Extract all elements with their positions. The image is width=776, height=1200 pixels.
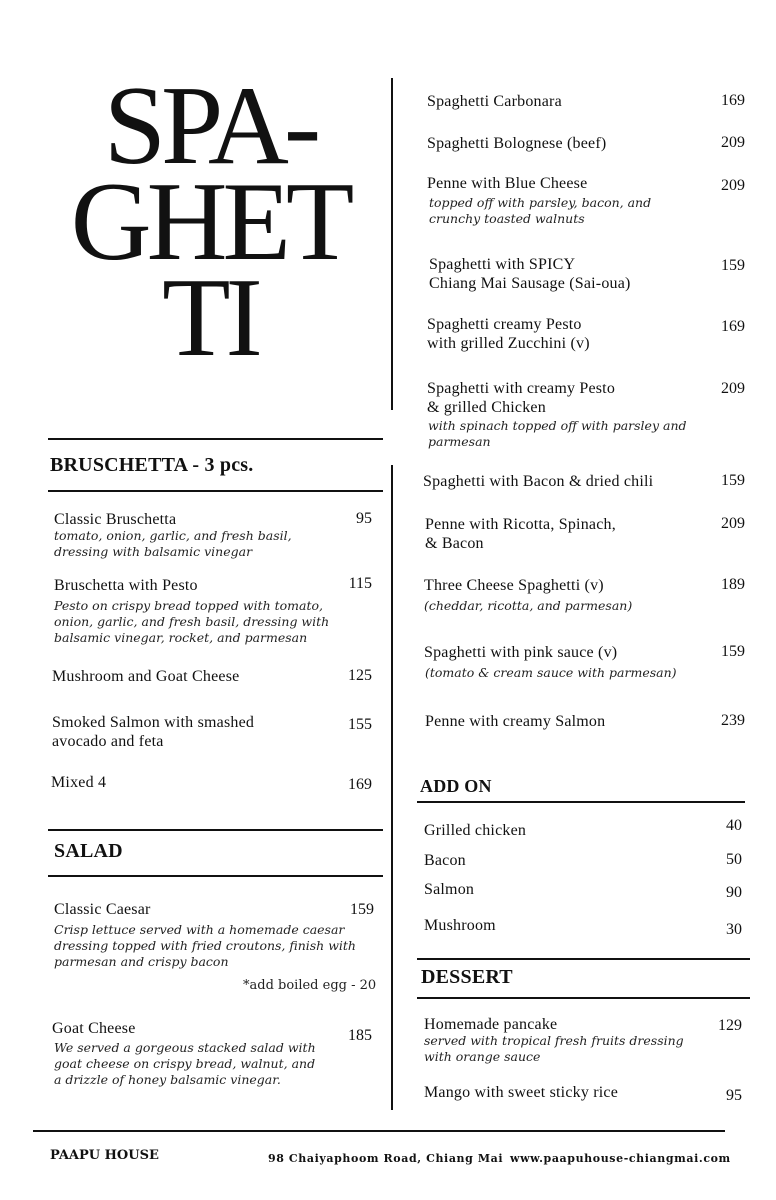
spaghetti-item-name: Spaghetti with pink sauce (v) bbox=[424, 644, 618, 661]
dessert-item-price: 129 bbox=[718, 1017, 742, 1034]
addon-item-name: Mushroom bbox=[424, 917, 496, 934]
salad-item-price: 159 bbox=[350, 901, 374, 918]
footer-website-link[interactable]: www.paapuhouse-chiangmai.com bbox=[510, 1152, 731, 1165]
bruschetta-item-price: 155 bbox=[348, 716, 372, 733]
spaghetti-item-name: Penne with Blue Cheese bbox=[427, 175, 588, 192]
spaghetti-item-name: Three Cheese Spaghetti (v) bbox=[424, 577, 604, 594]
dessert-item-name: Homemade pancake bbox=[424, 1016, 558, 1033]
salad-item-price: 185 bbox=[348, 1027, 372, 1044]
column-divider-lower bbox=[391, 465, 393, 1110]
spaghetti-item-price: 189 bbox=[721, 576, 745, 593]
spaghetti-item-desc: (cheddar, ricotta, and parmesan) bbox=[424, 598, 633, 613]
spaghetti-item-name: Spaghetti with Bacon & dried chili bbox=[423, 473, 654, 490]
dessert-bottom-rule bbox=[417, 997, 750, 999]
salad-item-desc: Crisp lettuce served with a homemade caesar dressing topped with fried croutons, finish with parmesan and crispy bacon bbox=[54, 922, 356, 969]
salad-heading: SALAD bbox=[54, 840, 123, 862]
addon-item-price: 90 bbox=[726, 884, 742, 901]
title-line-3: TI bbox=[162, 256, 258, 380]
salad-top-rule bbox=[48, 829, 383, 831]
title-line-1: SPA- bbox=[103, 64, 317, 188]
bruschetta-item-price: 125 bbox=[348, 667, 372, 684]
dessert-item-price: 95 bbox=[726, 1087, 742, 1104]
addon-item-price: 50 bbox=[726, 851, 742, 868]
footer-brand: PAAPU HOUSE bbox=[50, 1148, 159, 1163]
footer-rule bbox=[33, 1130, 725, 1132]
salad-item-name: Goat Cheese bbox=[52, 1020, 136, 1037]
bruschetta-item-name: Classic Bruschetta bbox=[54, 511, 177, 528]
spaghetti-item-name: Penne with creamy Salmon bbox=[425, 713, 606, 730]
bruschetta-bottom-rule bbox=[48, 490, 383, 492]
dessert-item-desc: served with tropical fresh fruits dressing with orange sauce bbox=[424, 1033, 684, 1064]
dessert-item-name: Mango with sweet sticky rice bbox=[424, 1084, 618, 1101]
addon-item-name: Grilled chicken bbox=[424, 822, 527, 839]
footer-address: 98 Chaiyaphoom Road, Chiang Mai bbox=[268, 1152, 504, 1165]
page-title bbox=[40, 64, 380, 380]
addon-item-name: Bacon bbox=[424, 852, 466, 869]
dessert-heading: DESSERT bbox=[421, 966, 513, 988]
bruschetta-item-name: Mixed 4 bbox=[51, 774, 107, 791]
salad-item-name: Classic Caesar bbox=[54, 901, 151, 918]
bruschetta-item-price: 115 bbox=[348, 575, 372, 592]
spaghetti-item-desc: with spinach topped off with parsley and parmesan bbox=[428, 418, 687, 449]
spaghetti-item-price: 209 bbox=[721, 380, 745, 397]
bruschetta-heading: BRUSCHETTA - 3 pcs. bbox=[50, 454, 254, 476]
bruschetta-item-price: 95 bbox=[356, 510, 372, 527]
dessert-top-rule bbox=[417, 958, 750, 960]
salad-extra-note: *add boiled egg - 20 bbox=[243, 978, 377, 993]
salad-bottom-rule bbox=[48, 875, 383, 877]
spaghetti-item-price: 209 bbox=[721, 515, 745, 532]
bruschetta-item-name: Mushroom and Goat Cheese bbox=[52, 668, 240, 685]
spaghetti-item-name: Spaghetti with SPICY Chiang Mai Sausage (Sai-oua) bbox=[429, 256, 631, 292]
spaghetti-item-price: 169 bbox=[721, 92, 745, 109]
spaghetti-item-name: Spaghetti creamy Pesto with grilled Zucchini (v) bbox=[427, 316, 590, 352]
spaghetti-item-price: 239 bbox=[721, 712, 745, 729]
title-line-2: GHET bbox=[70, 160, 350, 284]
addon-item-price: 40 bbox=[726, 817, 742, 834]
spaghetti-item-name: Spaghetti Bolognese (beef) bbox=[427, 135, 607, 152]
spaghetti-item-price: 159 bbox=[721, 257, 745, 274]
bruschetta-item-price: 169 bbox=[348, 776, 372, 793]
bruschetta-item-desc: tomato, onion, garlic, and fresh basil, dressing with balsamic vinegar bbox=[54, 528, 292, 559]
spaghetti-item-desc: topped off with parsley, bacon, and crunchy toasted walnuts bbox=[429, 195, 652, 226]
spaghetti-item-price: 159 bbox=[721, 472, 745, 489]
addon-heading: ADD ON bbox=[420, 776, 492, 796]
salad-item-desc: We served a gorgeous stacked salad with goat cheese on crispy bread, walnut, and a drizzle of honey balsamic vinegar. bbox=[54, 1040, 316, 1087]
bruschetta-item-name: Smoked Salmon with smashed avocado and feta bbox=[52, 714, 255, 750]
bruschetta-item-desc: Pesto on crispy bread topped with tomato, onion, garlic, and fresh basil, dressing with balsamic vinegar, rocket, and parmesan bbox=[54, 598, 330, 645]
spaghetti-item-name: Spaghetti with creamy Pesto & grilled Chicken bbox=[427, 380, 616, 416]
spaghetti-item-name: Spaghetti Carbonara bbox=[427, 93, 562, 110]
spaghetti-item-price: 169 bbox=[721, 318, 745, 335]
spaghetti-item-desc: (tomato & cream sauce with parmesan) bbox=[425, 665, 677, 680]
spaghetti-item-price: 159 bbox=[721, 643, 745, 660]
addon-item-name: Salmon bbox=[424, 881, 475, 898]
spaghetti-item-name: Penne with Ricotta, Spinach, & Bacon bbox=[425, 516, 616, 552]
spaghetti-item-price: 209 bbox=[721, 134, 745, 151]
column-divider bbox=[391, 78, 393, 410]
addon-item-price: 30 bbox=[726, 921, 742, 938]
addon-rule bbox=[417, 801, 745, 803]
spaghetti-item-price: 209 bbox=[721, 177, 745, 194]
bruschetta-top-rule bbox=[48, 438, 383, 440]
bruschetta-item-name: Bruschetta with Pesto bbox=[54, 577, 198, 594]
